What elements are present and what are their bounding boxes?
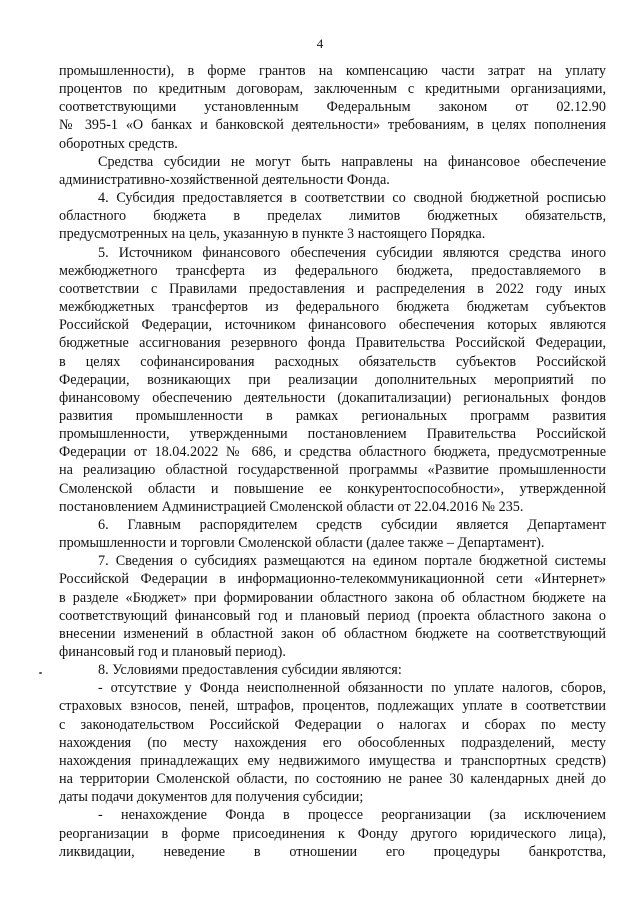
text-line: постановлением Администрацией Смоленской области от 22.04.2016 № 235. [59,498,524,515]
text-line: 7. Сведения о субсидиях размещаются на едином портале бюджетной системы [98,553,606,570]
paragraph [59,189,606,243]
paragraph [59,552,606,661]
text-line: внесении изменений в областной закон об областном бюджете на соответствующий [59,625,606,642]
text-line: промышленности), в форме грантов на компенсацию части затрат на уплату [59,63,606,79]
text-line: с законодательством Российской Федерации о налогах и сборах по месту [59,716,606,733]
text-line: 5. Источником финансового обеспечения субсидии являются средства иного [98,244,606,261]
text-line: Федерации, возникающих при реализации дополнительных мероприятий по [59,371,606,388]
text-line: межбюджетного трансферта из федерального бюджета, предоставляемого в [59,262,606,279]
text-line: Средства субсидии не могут быть направлены на финансовое обеспечение [98,153,606,170]
text-line: Российской Федерации, источником финансового обеспечения которых являются [59,317,606,334]
text-line: областного бюджета в пределах лимитов бюджетных обязательств, [59,208,606,225]
text-line: даты подачи документов для получения субсидии; [59,789,364,806]
paragraph [59,679,606,806]
text-line: в разделе «Бюджет» при формировании областного закона об областном бюджете на [59,589,606,606]
text-line: соответствующими установленным Федеральным законом от 02.12.90 [59,99,606,116]
document-body [59,62,606,861]
text-line: оборотных средств. [59,135,178,152]
text-line: - отсутствие у Фонда неисполненной обязанности по уплате налогов, сборов, [98,680,606,697]
paragraph [59,62,606,153]
text-line: № 395-1 «О банках и банковской деятельности» требованиям, в целях пополнения [59,117,606,134]
text-line: финансовый год и плановый период). [59,644,286,660]
page-number: 4 [316,36,324,51]
text-line: соответствующий финансовый год и плановый период (проекта областного закона о [59,607,606,624]
text-line: предусмотренных на цель, указанную в пункте 3 настоящего Порядка. [59,226,486,243]
text-line: ликвидации, неведение в отношении его процедуры банкротства, [59,843,606,860]
text-line: 4. Субсидия предоставляется в соответствии со сводной бюджетной росписью [98,190,606,207]
text-line: - ненахождение Фонда в процессе реорганизации (за исключением [98,807,606,824]
text-line: Российской Федерации в информационно-телекоммуникационной сети «Интернет» [59,571,606,588]
text-line: промышленности, утвержденными постановлением Правительства Российской [59,426,606,443]
text-line: бюджетные ассигнования резервного фонда Правительства Российской Федерации, [59,335,606,352]
text-line: 6. Главным распорядителем средств субсидии является Департамент [98,516,606,533]
text-line: процентов по кредитным договорам, заключенным с кредитными организациями, [59,81,606,98]
text-line: Смоленской области и повышение ее конкурентоспособности», утвержденной [59,480,606,497]
text-line: на реализацию областной государственной программы «Развитие промышленности [59,462,606,479]
text-line: Федерации от 18.04.2022 № 686, и средства областного бюджета, предусмотренные [59,444,606,461]
text-line: на территории Смоленской области, по состоянию не ранее 30 календарных дней до [59,771,606,788]
text-line: страховых взносов, пеней, штрафов, процентов, подлежащих уплате в соответствии [59,698,606,715]
text-line: промышленности и торговли Смоленской области (далее также – Департамент). [59,535,545,552]
paragraph [59,661,606,679]
text-line: 8. Условиями предоставления субсидии являются: [98,662,402,679]
text-line: финансовому обеспечению деятельности (докапитализации) региональных фондов [59,389,606,406]
paragraph [59,806,606,860]
paragraph [59,244,606,516]
paragraph [59,153,606,189]
text-line: нахождения принадлежащих ему недвижимого имущества и транспортных средств) [59,752,606,769]
text-line: в целях софинансирования расходных обязательств субъектов Российской [59,353,606,370]
text-line: реорганизации в форме присоединения к Фонду другого юридического лица), [59,825,606,842]
text-line: административно-хозяйственной деятельности Фонда. [59,171,390,188]
text-line: развития промышленности в рамках региональных программ развития [59,407,606,424]
text-line: соответствии с Правилами предоставления и распределения в 2022 году иных [59,280,606,297]
paragraph [59,516,606,552]
margin-mark [39,672,42,674]
text-line: межбюджетных трансфертов из федерального бюджета бюджетам субъектов [59,299,606,316]
text-line: нахождения (по месту нахождения его обособленных подразделений, месту [59,734,606,751]
